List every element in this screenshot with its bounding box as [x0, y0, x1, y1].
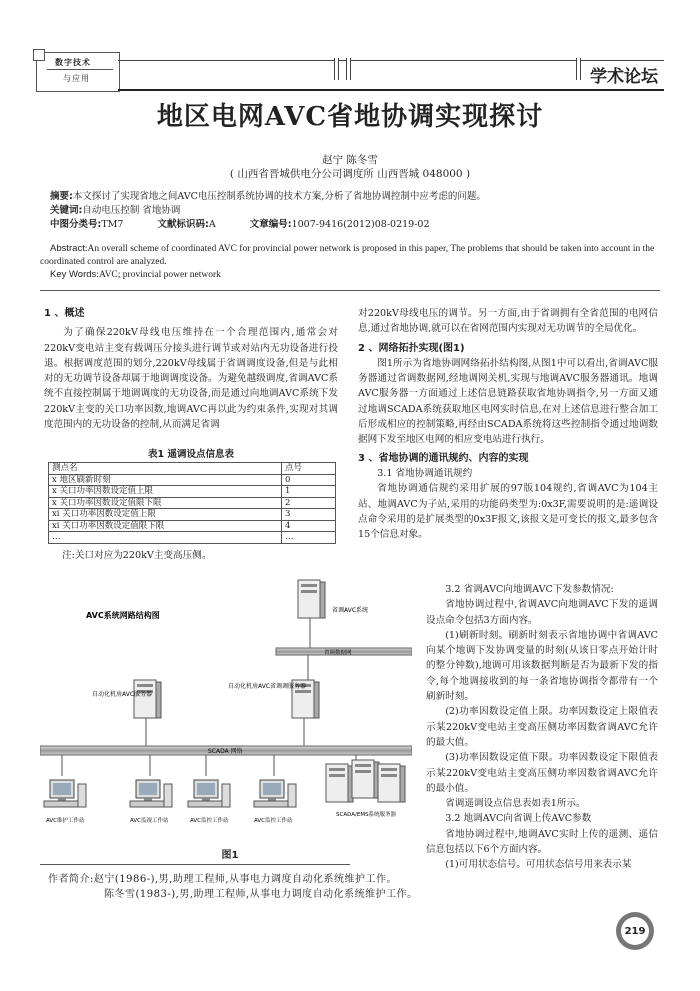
gateway-label: 自动化机房AVC省调调服务器: [228, 683, 307, 690]
scada-sys-label: SCADA/EMS系统服务器: [336, 812, 397, 818]
table-row: [49, 520, 336, 532]
network-diagram: [40, 576, 412, 832]
table-row: [49, 474, 336, 486]
paragraph: 省地协调通信规约采用扩展的97版104规约,省调AVC为104主站、地调AVC为子站,采用的功能码类型为:0x3F,需要说明的是:遥调设点命令采用的是扩展类型的0x3F报文,该报文是可变长的报文,最多包含15个信息对象。: [358, 483, 658, 541]
footnote-divider: [40, 864, 350, 865]
table-note: 注:关口对应为220kV主变高压侧。: [62, 550, 212, 561]
subheading-3-2: 3.2 省调AVC向地调AVC下发参数情况:: [445, 584, 614, 595]
abstract-en: Abstract:An overall scheme of coordinated AVC for provincial power network is proposed in this paper, The problems that should be taken into account in the coordinated control are analyzed.: [40, 243, 655, 267]
provincial-server-icon: [298, 580, 325, 618]
classification-line: 中图分类号:TM7 文献标识码:A 文章编号:1007-9416(2012)08-0219-02: [50, 219, 430, 230]
paper-title: 地区电网AVC省地协调实现探讨: [156, 102, 544, 132]
local-avc-server-icon: [134, 680, 161, 718]
right-column-bottom: [426, 582, 658, 873]
right-column-top: [358, 306, 658, 542]
table-row: [49, 532, 336, 544]
control-workstation-icon: [254, 780, 296, 807]
left-column: [44, 306, 338, 432]
subheading-3-3: 3.2 地调AVC向省调上传AVC参数: [445, 813, 592, 825]
info-table: [48, 462, 336, 544]
table-row: [49, 509, 336, 521]
paragraph: (1)可用状态信号。可用状态信号用来表示某: [445, 859, 632, 871]
keywords-en: Key Words:AVC; provincial power network: [50, 269, 221, 280]
page-number-badge: [616, 912, 654, 950]
authors: 赵宁 陈冬雪: [322, 154, 378, 166]
affiliation: ( 山西省晋城供电分公司调度所 山西晋城 048000 ): [229, 168, 471, 180]
figure-title: AVC系统网路结构图: [86, 611, 160, 620]
paragraph: 图1所示为省地协调网络拓扑结构图,从图1中可以看出,省调AVC服务器通过省调数据网,经地调网关机,实现与地调AVC服务器通讯。地调AVC服务器一方面通过上述信息链路获取省地协调指令,另一方面又通过地调SCADA系统获取地区电网实时信息,在对上述信息进行整合加工后形成相应的控制策略,再经由SCADA系统将这些控制指令通过地调数据网下发至地区电网的相应变电站进行执行。: [358, 357, 658, 446]
journal-logo: [36, 52, 120, 92]
prov-net-label: 省调数据网: [324, 650, 352, 656]
table-cell: x 关口功率因数设定值上限: [49, 486, 282, 498]
paragraph: (2)功率因数设定值上限。功率因数设定上限值表示某220kV变电站主变高压侧功率因数省调AVC允许的最大值。: [426, 706, 658, 748]
ws4-label: AVC监控工作站: [254, 818, 293, 824]
subheading-3-1: 3.1 省地协调通讯规约: [377, 467, 473, 479]
heading-3: 3 、省地协调的通讯规约、内容的实现: [358, 452, 529, 464]
table-cell: 1: [282, 486, 336, 498]
table-cell: x 地区刷新时刻: [49, 474, 282, 486]
table-caption: 表1 遥调设点信息表: [148, 449, 234, 460]
section-label: 学术论坛: [590, 67, 658, 87]
author-bio-label: 作者简介:: [48, 874, 94, 885]
author-bio: [48, 872, 660, 902]
local-avc-label: 自动化机房AVC服务器: [92, 691, 153, 698]
heading-2: 2 、网络拓扑实现(图1): [358, 342, 465, 354]
logo-line-1: 数字技术: [55, 57, 91, 67]
table-cell: …: [49, 532, 282, 544]
table-cell: 2: [282, 497, 336, 509]
table-cell: xi 关口功率因数设定值限下限: [49, 520, 282, 532]
scada-net-label: SCADA 网络: [208, 748, 243, 755]
table-cell: xi 关口功率因数设定值上限: [49, 509, 282, 521]
table-header-cell: 点号: [282, 463, 336, 475]
maintenance-workstation-icon: [44, 780, 86, 807]
logo-line-2: 与应用: [63, 74, 90, 83]
table-row: [49, 497, 336, 509]
table-header-cell: 测点名: [49, 463, 282, 475]
figure-caption: 图1: [221, 850, 239, 861]
keywords-cn: 关键词:自动电压控制 省地协调: [50, 205, 181, 216]
table-cell: 0: [282, 474, 336, 486]
page-number: 219: [621, 917, 649, 945]
author-bio-1: 赵宁(1986-),男,助理工程师,从事电力调度自动化系统维护工作。: [93, 874, 398, 885]
monitor-workstation-icon: [130, 780, 172, 807]
table-cell: 3: [282, 509, 336, 521]
table-row: [49, 486, 336, 498]
table-cell: x 关口功率因数设定值限下限: [49, 497, 282, 509]
control-workstation-icon: [188, 780, 230, 807]
heading-1: 1 、概述: [44, 308, 85, 319]
header-rule-bottom: [118, 89, 664, 91]
paragraph: 省地协调过程中,省调AVC向地调AVC下发的遥调设点命令包括3方面内容。: [426, 599, 658, 626]
ws1-label: AVC维护工作站: [46, 818, 85, 824]
scada-server-cluster-icon: [326, 760, 405, 802]
abstract-divider: [40, 290, 660, 291]
table-cell: …: [282, 532, 336, 544]
provincial-label: 省调AVC系统: [332, 607, 369, 614]
paragraph: 省地协调过程中,地调AVC实时上传的遥测、遥信信息包括以下6个方面内容。: [426, 828, 658, 856]
abstract-cn: 摘要:本文探讨了实现省地之间AVC电压控制系统协调的技术方案,分析了省地协调控制中应考虑的问题。: [50, 191, 486, 202]
header-rule-top: [118, 60, 664, 61]
paragraph: 省调遥调设点信息表如表1所示。: [445, 798, 586, 810]
paragraph: 对220kV母线电压的调节。另一方面,由于省调拥有全省范围的电网信息,通过省地协调,就可以在省网范围内实现对无功调节的全局优化。: [358, 308, 658, 335]
ws2-label: AVC监视工作站: [130, 818, 169, 824]
author-bio-2: 陈冬雪(1983-),男,助理工程师,从事电力调度自动化系统维护工作。: [104, 889, 418, 900]
paragraph: 为了确保220kV母线电压维持在一个合理范围内,通常会对220kV变电站主变有载调压分接头进行调节或对站内无功设备进行投退。根据调度范围的划分,220kV母线属于省调调度设备,但是与此相对的无功调节设备却属于地调调度设备。为避免越级调度,省调AVC系统不直接控制属于地调调度的无功设备,而是通过向地调AVC系统下发220kV主变的关口功率因数,地调AVC再以此为约束条件,实现对其调度范围内的无功设备的控制,从而满足省调: [44, 327, 338, 431]
paragraph: (1)刷新时刻。刷新时刻表示省地协调中省调AVC向某个地调下发协调变量的时刻(从该日零点开始计时的整分钟数),地调可用该数据判断是否为最新下发的指令,每个地调接收到的每一条省地协调指令都带有一个刷新时刻。: [426, 629, 658, 703]
table-cell: 4: [282, 520, 336, 532]
table-header-row: [49, 463, 336, 475]
ws3-label: AVC监控工作站: [190, 818, 229, 824]
paragraph: (3)功率因数设定值下限。功率因数设定下限值表示某220kV变电站主变高压侧功率因数省调AVC允许的最小值。: [426, 752, 658, 794]
